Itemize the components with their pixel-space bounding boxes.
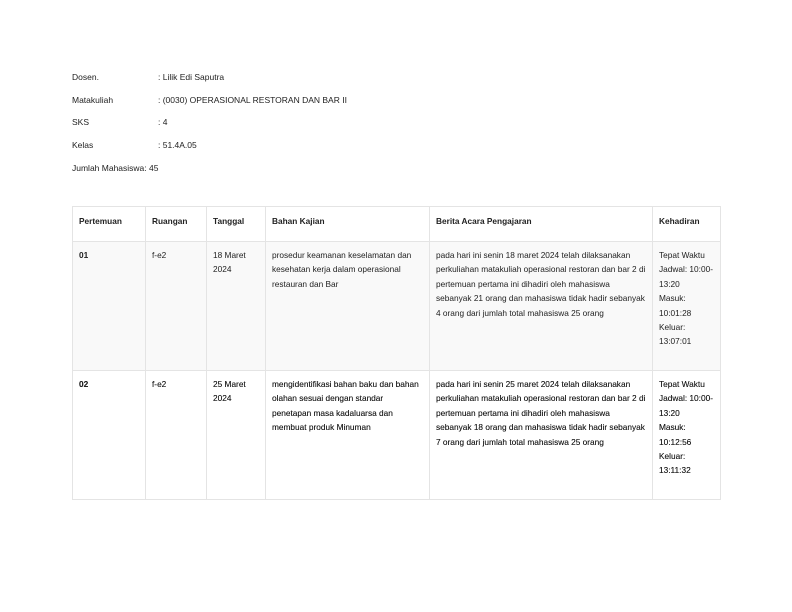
info-value: : Lilik Edi Saputra [158, 72, 225, 82]
header-pertemuan: Pertemuan [73, 207, 146, 242]
cell-bahan-kajian: prosedur keamanan keselamatan dan kesehatan kerja dalam operasional restauran dan Bar [266, 242, 430, 371]
info-label: Jumlah Mahasiswa [72, 162, 145, 173]
kehadiran-status: Tepat Waktu [659, 379, 705, 389]
info-label: Matakuliah [72, 94, 114, 105]
cell-tanggal: 18 Maret 2024 [207, 242, 266, 371]
kehadiran-jadwal: Jadwal: 10:00-13:20 [659, 393, 713, 418]
info-row-dosen [72, 72, 347, 95]
kehadiran-jadwal: Jadwal: 10:00-13:20 [659, 264, 713, 289]
info-row-matakuliah [72, 95, 347, 118]
kehadiran-masuk: Masuk: 10:12:56 [659, 422, 692, 447]
header-ruangan: Ruangan [146, 207, 207, 242]
cell-pertemuan: 01 [73, 242, 146, 371]
info-value: : 51.4A.05 [158, 140, 197, 151]
table-header-row [73, 207, 721, 242]
cell-tanggal: 25 Maret 2024 [207, 371, 266, 500]
info-value: : 4 [158, 117, 168, 128]
cell-pertemuan: 02 [73, 371, 146, 500]
info-label: Kelas [72, 140, 94, 151]
header-kehadiran: Kehadiran [653, 207, 721, 242]
cell-bahan-kajian: mengidentifikasi bahan baku dan bahan olahan sesuai dengan standar penetapan masa kadaluarsa dan membuat produk Minuman [266, 371, 430, 500]
cell-ruangan: f-e2 [146, 371, 207, 500]
cell-kehadiran [653, 371, 721, 500]
cell-berita-acara: pada hari ini senin 18 maret 2024 telah dilaksanakan perkuliahan matakuliah operasional restoran dan bar 2 di pertemuan pertama ini dihadiri oleh mahasiswa sebanyak 21 orang dan mahasiswa tidak hadir sebanyak 4 orang dari jumlah total mahasiswa 25 orang [430, 242, 653, 371]
table-row [73, 242, 721, 371]
table-row [73, 371, 721, 500]
info-value: : (0030) OPERASIONAL RESTORAN DAN BAR II [158, 94, 347, 105]
course-info [72, 72, 347, 185]
info-row-kelas [72, 140, 347, 163]
info-label: Dosen. [72, 72, 99, 82]
info-row-sks [72, 117, 347, 140]
attendance-table [72, 206, 721, 500]
kehadiran-keluar: Keluar: 13:07:01 [659, 322, 692, 347]
header-bahan-kajian: Bahan Kajian [266, 207, 430, 242]
info-value: : 45 [144, 162, 159, 173]
info-row-jumlah-mahasiswa [72, 163, 347, 186]
kehadiran-masuk: Masuk: 10:01:28 [659, 293, 692, 318]
header-berita-acara: Berita Acara Pengajaran [430, 207, 653, 242]
cell-kehadiran [653, 242, 721, 371]
cell-ruangan: f-e2 [146, 242, 207, 371]
kehadiran-status: Tepat Waktu [659, 250, 705, 260]
header-tanggal: Tanggal [207, 207, 266, 242]
kehadiran-keluar: Keluar: 13:11:32 [659, 451, 691, 476]
cell-berita-acara: pada hari ini senin 25 maret 2024 telah dilaksanakan perkuliahan matakuliah operasional restoran dan bar 2 di pertemuan pertama ini dihadiri oleh mahasiswa sebanyak 18 orang dan mahasiswa tidak hadir sebanyak 7 orang dari jumlah total mahasiswa 25 orang [430, 371, 653, 500]
info-label: SKS [72, 117, 90, 128]
